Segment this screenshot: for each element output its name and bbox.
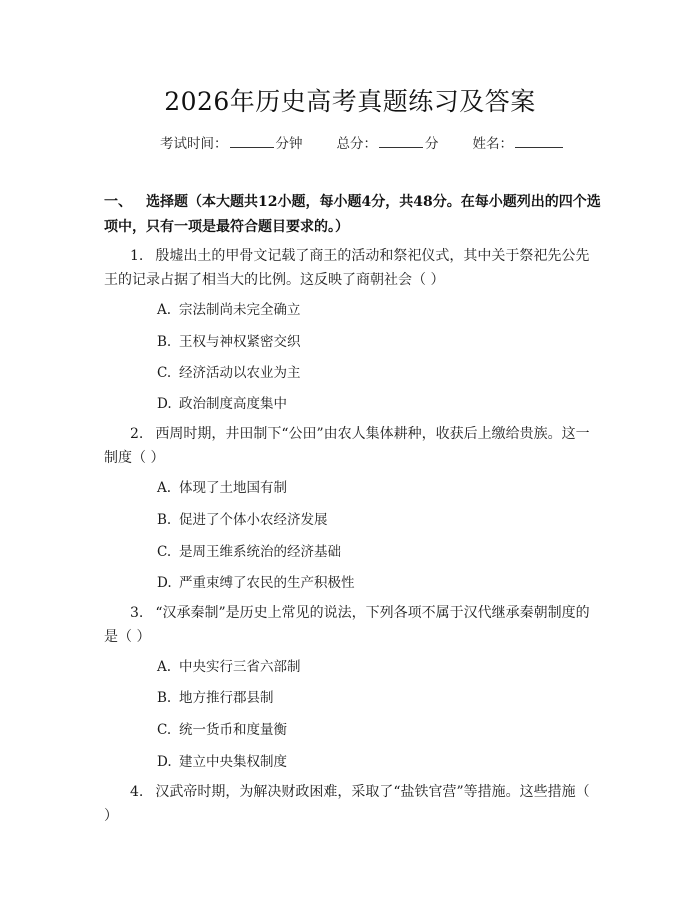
option-1b <box>157 330 301 350</box>
option-text: 促进了个体小农经济发展 <box>179 512 328 528</box>
option-letter: C. <box>157 365 172 381</box>
section-number: 一、 <box>104 194 132 210</box>
time-field <box>160 132 303 152</box>
section-text: 选择题（本大题共12小题，每小题4分，共48分。在每小题列出的四个选项中，只有一项是最符合题目要求的。） <box>104 194 601 235</box>
option-text: 建立中央集权制度 <box>179 754 287 770</box>
question-number: 3. <box>130 605 144 621</box>
question-1 <box>104 244 600 292</box>
question-2 <box>104 422 600 470</box>
option-letter: D. <box>157 396 172 412</box>
question-number: 2. <box>130 426 144 442</box>
option-text: 中央实行三省六部制 <box>179 659 301 675</box>
option-1c <box>157 361 301 381</box>
time-unit: 分钟 <box>275 136 303 152</box>
time-label: 考试时间： <box>160 136 228 152</box>
option-text: 统一货币和度量衡 <box>179 722 287 738</box>
option-text: 经济活动以农业为主 <box>179 365 301 381</box>
option-text: 王权与神权紧密交织 <box>179 334 301 350</box>
question-text: 殷墟出土的甲骨文记载了商王的活动和祭祀仪式，其中关于祭祀先公先王的记录占据了相当大的比例。这反映了商朝社会（ ） <box>104 248 590 288</box>
option-text: 严重束缚了农民的生产积极性 <box>179 575 355 591</box>
question-4 <box>104 780 600 828</box>
question-3 <box>104 601 600 649</box>
name-label: 姓名： <box>472 136 513 152</box>
option-letter: D. <box>157 575 172 591</box>
score-blank <box>379 134 423 148</box>
score-unit: 分 <box>425 136 439 152</box>
option-2a <box>157 476 287 496</box>
question-text: “汉承秦制”是历史上常见的说法，下列各项不属于汉代继承秦朝制度的是（ ） <box>104 605 590 645</box>
option-letter: A. <box>157 302 172 318</box>
question-number: 4. <box>130 784 144 800</box>
section-heading <box>104 190 604 240</box>
option-2c <box>157 540 341 560</box>
option-letter: A. <box>157 480 172 496</box>
option-text: 政治制度高度集中 <box>179 396 287 412</box>
option-letter: B. <box>157 690 172 706</box>
option-2d <box>157 571 355 591</box>
option-letter: B. <box>157 334 172 350</box>
question-text: 汉武帝时期，为解决财政困难，采取了“盐铁官营”等措施。这些措施（ ） <box>104 784 590 824</box>
option-text: 体现了土地国有制 <box>179 480 287 496</box>
option-letter: B. <box>157 512 172 528</box>
option-2b <box>157 508 328 528</box>
question-text: 西周时期，井田制下“公田”由农人集体耕种，收获后上缴给贵族。这一制度（ ） <box>104 426 590 466</box>
option-letter: D. <box>157 754 172 770</box>
page-title: 2026年历史高考真题练习及答案 <box>164 87 536 116</box>
option-1a <box>157 298 301 318</box>
name-field <box>473 132 566 152</box>
option-3c <box>157 718 287 738</box>
option-letter: C. <box>157 544 172 560</box>
option-3d <box>157 750 287 770</box>
option-text: 地方推行郡县制 <box>179 690 274 706</box>
option-letter: A. <box>157 659 172 675</box>
option-1d <box>157 392 287 412</box>
option-3a <box>157 655 301 675</box>
score-field <box>337 132 439 152</box>
time-blank <box>230 134 274 148</box>
option-letter: C. <box>157 722 172 738</box>
exam-meta <box>160 132 565 152</box>
option-text: 是周王维系统治的经济基础 <box>179 544 341 560</box>
question-number: 1. <box>130 248 144 264</box>
option-text: 宗法制尚未完全确立 <box>179 302 301 318</box>
option-3b <box>157 686 274 706</box>
name-blank <box>515 134 563 148</box>
score-label: 总分： <box>336 136 377 152</box>
